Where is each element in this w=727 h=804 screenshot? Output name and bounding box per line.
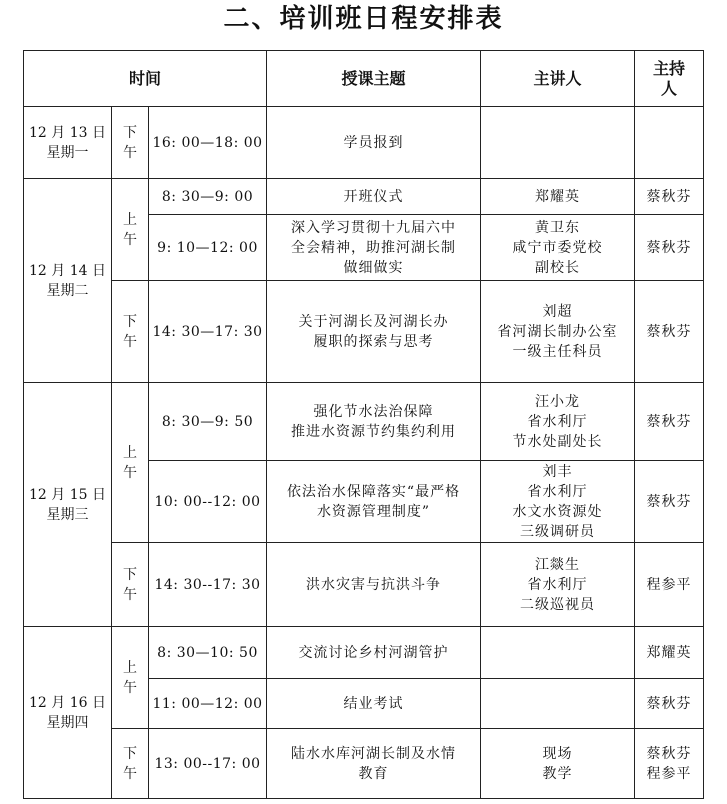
half-day-char: 午	[123, 333, 137, 350]
schedule-table	[23, 50, 704, 799]
lecturer-line: 一级主任科员	[512, 343, 603, 360]
time-cell: 16: 00—18: 00	[149, 107, 267, 179]
topic-cell	[267, 107, 481, 179]
lecturer-line: 省水利厅	[527, 413, 588, 430]
topic-cell	[267, 627, 481, 679]
host-line: 蔡秋芬	[646, 323, 692, 340]
lecturer-line: 水文水资源处	[512, 503, 603, 520]
time-cell: 14: 30--17: 30	[149, 543, 267, 627]
topic-line: 陆水水库河湖长制及水情	[291, 745, 457, 762]
lecturer-line: 省水利厅	[527, 483, 588, 500]
lecturer-cell	[481, 383, 635, 461]
half-day-cell	[112, 627, 149, 729]
host-line: 郑耀英	[646, 644, 692, 661]
host-line: 蔡秋芬	[646, 493, 692, 510]
table-row	[24, 729, 704, 799]
time-cell: 11: 00—12: 00	[149, 679, 267, 729]
host-cell	[635, 383, 704, 461]
header-host-line: 人	[661, 78, 678, 98]
header-time: 时间	[24, 51, 267, 107]
half-day-char: 午	[123, 464, 137, 481]
half-day-char: 下	[123, 124, 137, 141]
header-lecturer: 主讲人	[481, 51, 635, 107]
date-cell	[24, 627, 112, 799]
date-label: 12 月 14 日	[29, 262, 106, 279]
lecturer-line: 汪小龙	[535, 393, 581, 410]
weekday-label: 星期三	[46, 506, 89, 523]
header-host	[635, 51, 704, 107]
table-row	[24, 281, 704, 383]
topic-line: 依法治水保障落实“最严格	[286, 483, 461, 500]
half-day-char: 下	[123, 566, 137, 583]
topic-line: 教育	[358, 765, 389, 782]
topic-line: 全会精神，助推河湖长制	[291, 239, 457, 256]
lecturer-cell	[481, 627, 635, 679]
topic-line: 关于河湖长及河湖长办	[298, 313, 449, 330]
lecturer-cell	[481, 281, 635, 383]
lecturer-cell	[481, 543, 635, 627]
lecturer-cell	[481, 461, 635, 543]
host-cell	[635, 729, 704, 799]
weekday-label: 星期四	[46, 714, 89, 731]
half-day-char: 午	[123, 231, 137, 248]
lecturer-line: 二级巡视员	[520, 596, 596, 613]
lecturer-line: 三级调研员	[520, 523, 596, 540]
time-cell: 14: 30—17: 30	[149, 281, 267, 383]
topic-line: 深入学习贯彻十九届六中	[291, 219, 457, 236]
half-day-char: 下	[123, 745, 137, 762]
topic-line: 推进水资源节约集约利用	[291, 423, 457, 440]
header-row	[24, 51, 704, 107]
table-row	[24, 543, 704, 627]
half-day-char: 午	[123, 144, 137, 161]
table-row	[24, 107, 704, 179]
host-cell	[635, 627, 704, 679]
half-day-cell	[112, 179, 149, 281]
page-title: 二、培训班日程安排表	[223, 4, 504, 34]
half-day-cell	[112, 281, 149, 383]
host-line: 程参平	[646, 576, 692, 593]
date-label: 12 月 15 日	[29, 486, 106, 503]
lecturer-line: 教学	[542, 765, 573, 782]
lecturer-cell	[481, 679, 635, 729]
host-cell	[635, 543, 704, 627]
host-cell	[635, 461, 704, 543]
topic-line: 水资源管理制度”	[316, 503, 431, 520]
topic-cell	[267, 281, 481, 383]
lecturer-line: 江燚生	[535, 556, 581, 573]
topic-line: 做细做实	[343, 259, 404, 276]
time-cell: 13: 00--17: 00	[149, 729, 267, 799]
date-cell	[24, 179, 112, 383]
lecturer-line: 刘丰	[542, 463, 573, 480]
lecturer-line: 省水利厅	[527, 576, 588, 593]
half-day-char: 上	[123, 211, 137, 228]
topic-cell	[267, 215, 481, 281]
lecturer-cell	[481, 179, 635, 215]
host-cell	[635, 107, 704, 179]
lecturer-line: 省河湖长制办公室	[497, 323, 618, 340]
topic-cell	[267, 179, 481, 215]
half-day-char: 午	[123, 679, 137, 696]
host-cell	[635, 179, 704, 215]
host-cell	[635, 215, 704, 281]
topic-cell	[267, 543, 481, 627]
topic-line: 结业考试	[343, 695, 404, 712]
host-line: 蔡秋芬	[646, 239, 692, 256]
half-day-cell	[112, 383, 149, 543]
half-day-cell	[112, 107, 149, 179]
topic-cell	[267, 679, 481, 729]
date-label: 12 月 16 日	[29, 694, 106, 711]
topic-cell	[267, 461, 481, 543]
lecturer-line: 现场	[542, 745, 573, 762]
time-cell: 8: 30—9: 00	[149, 179, 267, 215]
lecturer-line: 咸宁市委党校	[512, 239, 603, 256]
lecturer-line: 黄卫东	[535, 219, 581, 236]
date-cell	[24, 383, 112, 627]
half-day-char: 上	[123, 444, 137, 461]
date-label: 12 月 13 日	[29, 124, 106, 141]
host-line: 蔡秋芬	[646, 745, 692, 762]
topic-line: 履职的探索与思考	[313, 333, 434, 350]
lecturer-line: 节水处副处长	[512, 433, 603, 450]
half-day-cell	[112, 543, 149, 627]
date-cell	[24, 107, 112, 179]
lecturer-line: 郑耀英	[535, 188, 581, 205]
topic-line: 交流讨论乡村河湖管护	[298, 644, 449, 661]
half-day-char: 上	[123, 659, 137, 676]
host-line: 蔡秋芬	[646, 188, 692, 205]
table-row	[24, 627, 704, 679]
table-row	[24, 179, 704, 215]
host-line: 蔡秋芬	[646, 413, 692, 430]
topic-cell	[267, 383, 481, 461]
weekday-label: 星期二	[46, 282, 89, 299]
topic-line: 强化节水法治保障	[313, 403, 434, 420]
half-day-char: 午	[123, 765, 137, 782]
time-cell: 8: 30—10: 50	[149, 627, 267, 679]
half-day-char: 下	[123, 313, 137, 330]
host-line: 蔡秋芬	[646, 695, 692, 712]
time-cell: 9: 10—12: 00	[149, 215, 267, 281]
lecturer-cell	[481, 729, 635, 799]
header-host-line: 主持	[653, 58, 686, 78]
half-day-cell	[112, 729, 149, 799]
lecturer-cell	[481, 215, 635, 281]
topic-line: 学员报到	[343, 134, 404, 151]
time-cell: 10: 00--12: 00	[149, 461, 267, 543]
time-cell: 8: 30—9: 50	[149, 383, 267, 461]
table-row	[24, 383, 704, 461]
half-day-char: 午	[123, 586, 137, 603]
topic-line: 洪水灾害与抗洪斗争	[306, 576, 442, 593]
lecturer-cell	[481, 107, 635, 179]
host-line: 程参平	[646, 765, 692, 782]
topic-cell	[267, 729, 481, 799]
header-topic: 授课主题	[267, 51, 481, 107]
host-cell	[635, 281, 704, 383]
host-cell	[635, 679, 704, 729]
lecturer-line: 刘超	[542, 303, 573, 320]
topic-line: 开班仪式	[343, 188, 404, 205]
weekday-label: 星期一	[46, 144, 89, 161]
lecturer-line: 副校长	[535, 259, 581, 276]
